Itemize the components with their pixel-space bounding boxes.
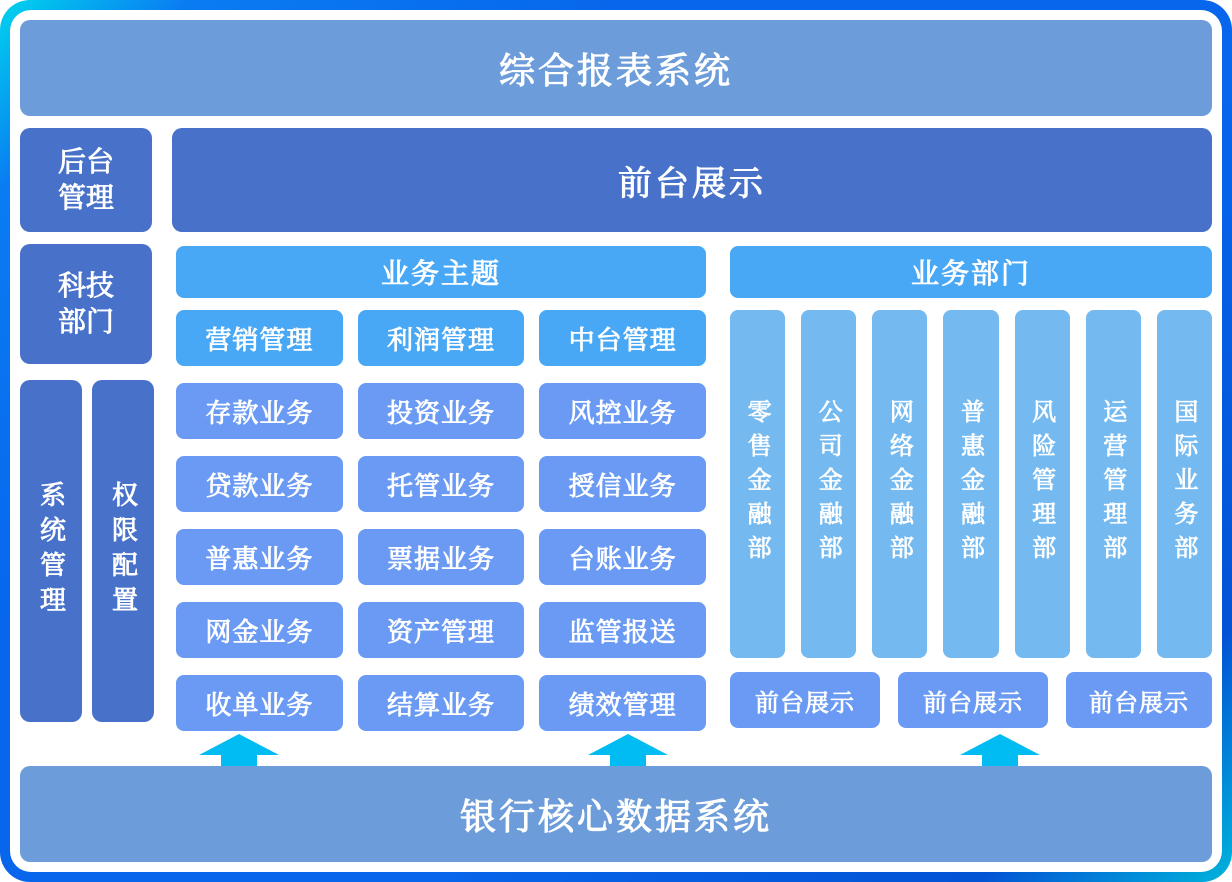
theme-cell-profit-mgmt: 利润管理 [358, 310, 525, 366]
front-display-box-1: 前台展示 [730, 672, 880, 728]
dept-bar-label: 普惠金融部 [956, 399, 985, 569]
theme-cell-custody-biz: 托管业务 [358, 456, 525, 512]
business-departments-grid [730, 310, 1212, 658]
up-arrow-stem [221, 755, 257, 766]
dept-bar-operations-mgmt [1086, 310, 1141, 658]
backend-management-label: 后台管理 [58, 144, 115, 214]
theme-cell-performance-mgmt: 绩效管理 [539, 675, 706, 731]
dept-bar-corporate-finance [801, 310, 856, 658]
theme-cell-risk-control-biz: 风控业务 [539, 383, 706, 439]
core-data-system-banner [20, 766, 1212, 862]
theme-cell-online-fin-biz: 网金业务 [176, 602, 343, 658]
theme-cell-credit-biz: 授信业务 [539, 456, 706, 512]
tech-department-box [20, 244, 152, 364]
dept-bar-international-biz [1157, 310, 1212, 658]
system-management-bar [20, 380, 82, 722]
dept-bar-network-finance [872, 310, 927, 658]
theme-cell-loan-biz: 贷款业务 [176, 456, 343, 512]
business-theme-header-label: 业务主题 [380, 257, 501, 290]
theme-cell-investment-biz: 投资业务 [358, 383, 525, 439]
up-arrow-head [588, 734, 668, 755]
dept-bar-label: 运营管理部 [1098, 399, 1127, 569]
theme-cell-settlement-biz: 结算业务 [358, 675, 525, 731]
up-arrow-head [199, 734, 279, 755]
front-display-box-3: 前台展示 [1066, 672, 1212, 728]
permission-config-label: 权限配置 [107, 481, 138, 621]
up-arrow-3 [960, 734, 1040, 766]
dept-bar-risk-management [1015, 310, 1070, 658]
diagram-background [10, 10, 1222, 872]
up-arrow-stem [982, 755, 1018, 766]
theme-cell-inclusive-biz: 普惠业务 [176, 529, 343, 585]
dept-bar-label: 国际业务部 [1169, 399, 1198, 569]
dept-bar-label: 零售金融部 [743, 399, 772, 569]
up-arrow-1 [199, 734, 279, 766]
core-data-system-label: 银行核心数据系统 [459, 796, 772, 838]
business-theme-grid [176, 310, 706, 731]
dept-bar-inclusive-finance [943, 310, 998, 658]
theme-cell-middle-mgmt: 中台管理 [539, 310, 706, 366]
business-departments-header-label: 业务部门 [910, 257, 1031, 290]
theme-cell-deposit-biz: 存款业务 [176, 383, 343, 439]
business-departments-header [730, 246, 1212, 298]
up-arrow-stem [610, 755, 646, 766]
front-display-box-2: 前台展示 [898, 672, 1048, 728]
backend-management-box [20, 128, 152, 232]
front-display-banner-label: 前台展示 [618, 163, 766, 204]
permission-config-bar [92, 380, 154, 722]
up-arrow-head [960, 734, 1040, 755]
up-arrow-2 [588, 734, 668, 766]
theme-cell-regulatory-report: 监管报送 [539, 602, 706, 658]
theme-cell-marketing-mgmt: 营销管理 [176, 310, 343, 366]
theme-cell-acquiring-biz: 收单业务 [176, 675, 343, 731]
theme-cell-asset-mgmt: 资产管理 [358, 602, 525, 658]
title-banner-label: 综合报表系统 [498, 50, 733, 92]
title-banner [20, 20, 1212, 116]
front-display-banner [172, 128, 1212, 232]
system-management-label: 系统管理 [35, 481, 66, 621]
dept-bar-label: 风险管理部 [1027, 399, 1056, 569]
tech-department-label: 科技部门 [58, 268, 115, 338]
theme-cell-bill-biz: 票据业务 [358, 529, 525, 585]
dept-bar-label: 网络金融部 [885, 399, 914, 569]
dept-bar-label: 公司金融部 [814, 399, 843, 569]
dept-bar-retail-finance [730, 310, 785, 658]
business-theme-header [176, 246, 706, 298]
theme-cell-ledger-biz: 台账业务 [539, 529, 706, 585]
